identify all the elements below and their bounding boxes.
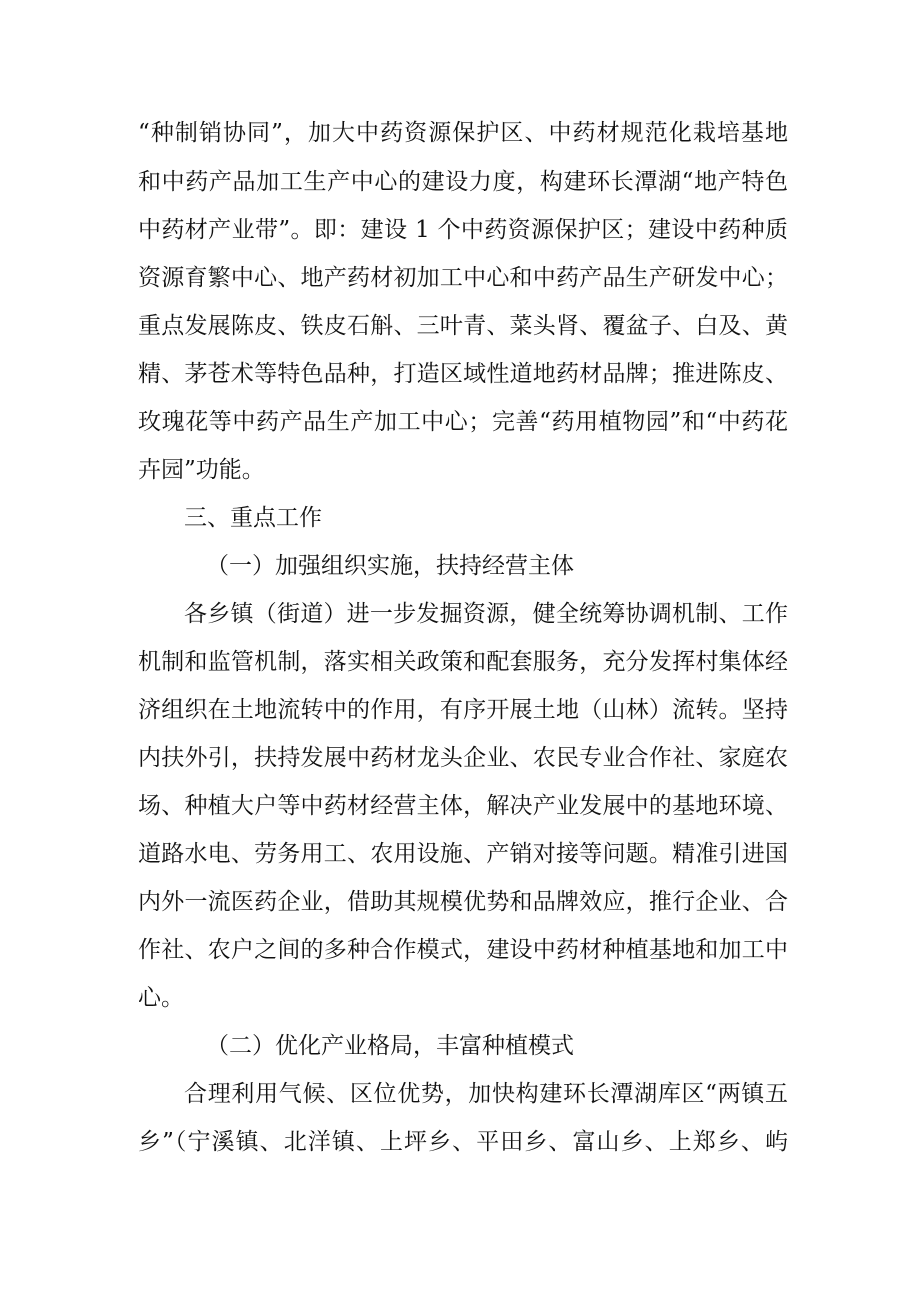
- paragraph-3-line-2: 乡”（宁溪镇、北洋镇、上坪乡、平田乡、富山乡、上郑乡、屿: [138, 1129, 788, 1155]
- paragraph-1-line-7: 玫瑰花等中药产品生产加工中心；完善“药用植物园”和“中药花: [138, 409, 788, 435]
- paragraph-2-line-9: 心。: [138, 985, 184, 1011]
- paragraph-3-line-1: 合理利用气候、区位优势，加快构建环长潭湖库区“两镇五: [184, 1081, 788, 1107]
- section-heading: 三、重点工作: [184, 505, 322, 531]
- paragraph-2-line-3: 济组织在土地流转中的作用，有序开展土地（山林）流转。坚持: [138, 697, 788, 723]
- paragraph-1-line-5: 重点发展陈皮、铁皮石斛、三叶青、菜头肾、覆盆子、白及、黄: [138, 313, 788, 339]
- paragraph-2-line-2: 机制和监管机制，落实相关政策和配套服务，充分发挥村集体经: [138, 649, 788, 675]
- subsection-heading-2: （二）优化产业格局，丰富种植模式: [206, 1033, 574, 1059]
- paragraph-2-line-7: 内外一流医药企业，借助其规模优势和品牌效应，推行企业、合: [138, 889, 788, 915]
- paragraph-2-line-4: 内扶外引，扶持发展中药材龙头企业、农民专业合作社、家庭农: [138, 745, 788, 771]
- paragraph-1-line-1: “种制销协同”，加大中药资源保护区、中药材规范化栽培基地: [138, 120, 788, 146]
- paragraph-1-line-8: 卉园”功能。: [138, 457, 265, 483]
- paragraph-1-line-3: 中药材产业带”。即：建设 1 个中药资源保护区；建设中药种质: [138, 217, 788, 243]
- paragraph-2-line-8: 作社、农户之间的多种合作模式，建设中药材种植基地和加工中: [138, 937, 788, 963]
- paragraph-1-line-6: 精、茅苍术等特色品种，打造区域性道地药材品牌；推进陈皮、: [138, 361, 788, 387]
- subsection-heading-1: （一）加强组织实施，扶持经营主体: [206, 553, 574, 579]
- paragraph-2-line-5: 场、种植大户等中药材经营主体，解决产业发展中的基地环境、: [138, 793, 788, 819]
- paragraph-1-line-4: 资源育繁中心、地产药材初加工中心和中药产品生产研发中心；: [138, 265, 788, 291]
- paragraph-2-line-6: 道路水电、劳务用工、农用设施、产销对接等问题。精准引进国: [138, 841, 788, 867]
- paragraph-2-line-1: 各乡镇（街道）进一步发掘资源，健全统筹协调机制、工作: [184, 601, 788, 627]
- paragraph-1-line-2: 和中药产品加工生产中心的建设力度，构建环长潭湖“地产特色: [138, 169, 788, 195]
